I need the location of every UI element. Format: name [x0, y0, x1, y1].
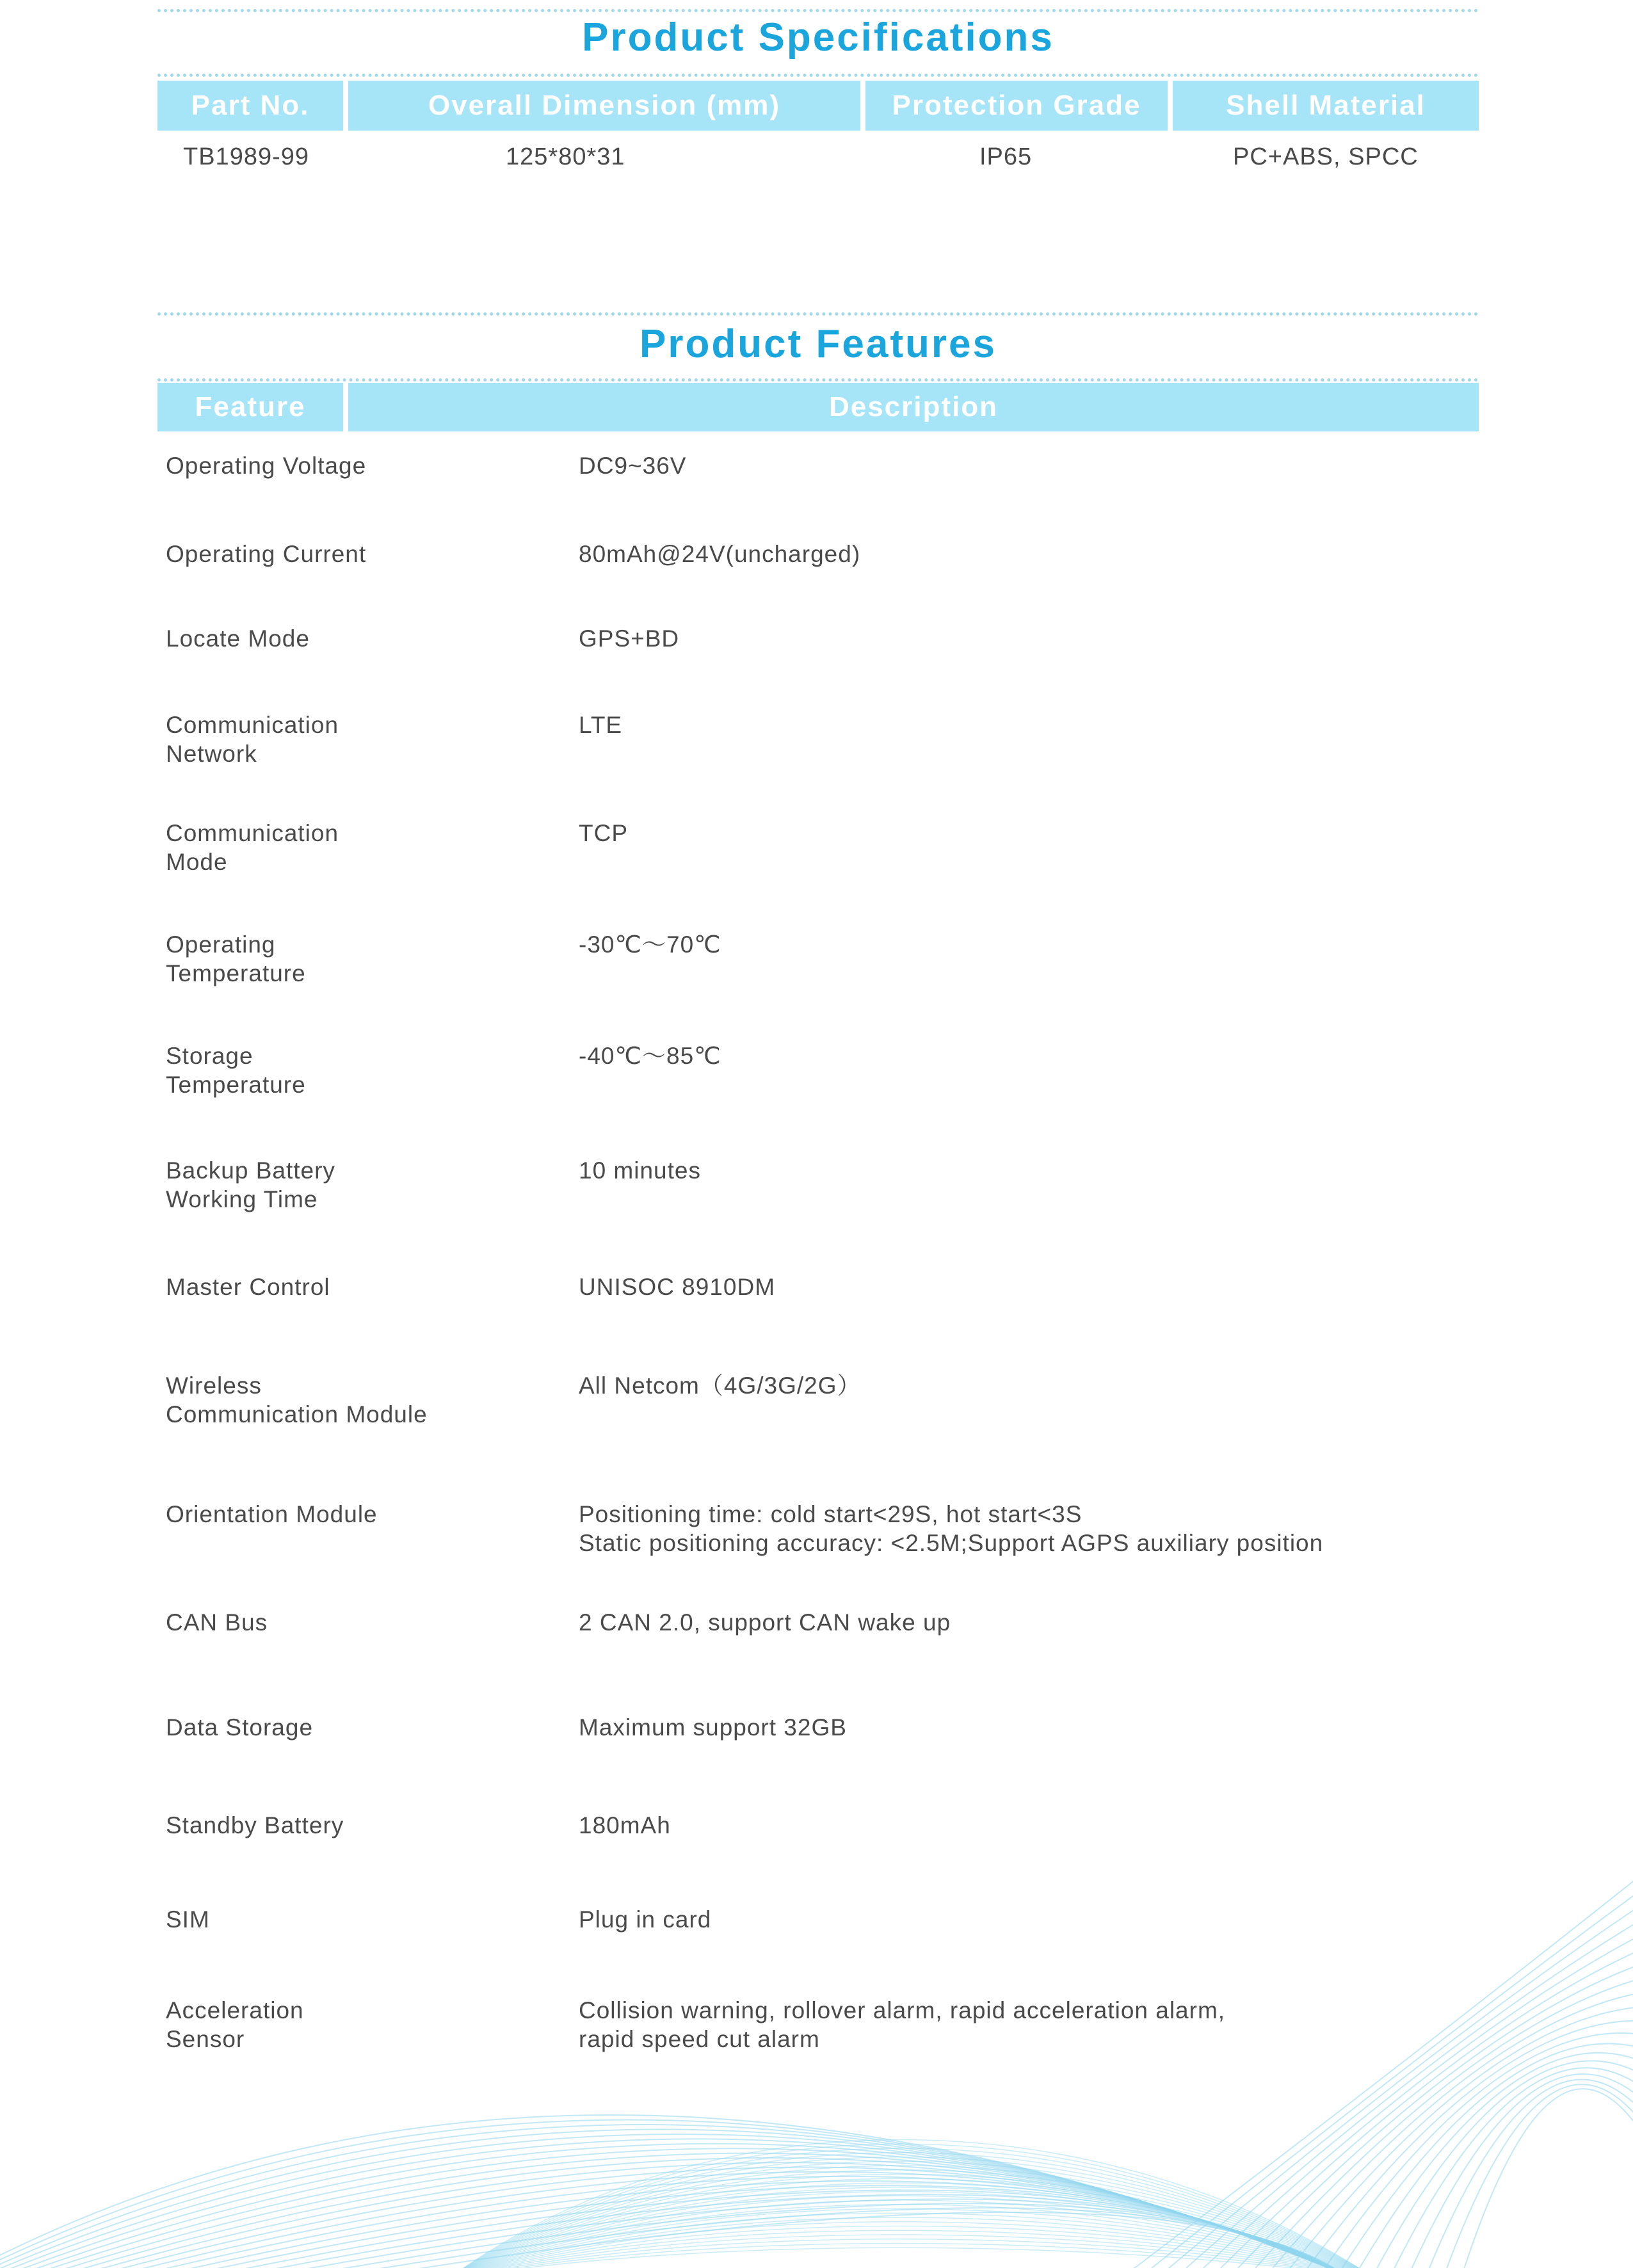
- wave-line: [1461, 2089, 1633, 2268]
- wave-line: [0, 2208, 1344, 2268]
- feature-description: [579, 451, 1475, 480]
- wave-line: [1407, 2074, 1633, 2268]
- spec-header-shell-material: Shell Material: [1173, 81, 1479, 131]
- wave-line: [1156, 1890, 1633, 2268]
- feature-name-line: Operating Current: [166, 541, 367, 567]
- wave-line: [448, 2213, 1376, 2268]
- feature-name-line: Working Time: [166, 1186, 318, 1212]
- wave-line: [448, 2148, 1376, 2268]
- wave-line: [1389, 2068, 1633, 2268]
- feature-description-line: Positioning time: cold start<29S, hot start<3S: [579, 1501, 1082, 1527]
- spec-value-shell-material: PC+ABS, SPCC: [1233, 143, 1419, 170]
- feature-description: [579, 1608, 1475, 1637]
- spec-header-protection-grade: Protection Grade: [865, 81, 1168, 131]
- feature-description: [579, 1905, 1475, 1934]
- wave-line: [1192, 1923, 1633, 2268]
- feature-name: [166, 1042, 524, 1099]
- wave-line: [448, 2144, 1376, 2268]
- wave-line: [448, 2209, 1376, 2268]
- features-bottom-dotted-divider: [157, 378, 1479, 382]
- wave-line: [1335, 2044, 1633, 2268]
- feature-description-line: Static positioning accuracy: <2.5M;Support AGPS auxiliary position: [579, 1530, 1324, 1556]
- feature-name-line: Acceleration: [166, 1997, 304, 2023]
- feature-name-line: Operating: [166, 931, 276, 958]
- wave-line: [0, 2129, 1344, 2268]
- feature-description-line: Collision warning, rollover alarm, rapid acceleration alarm,: [579, 1997, 1226, 2023]
- wave-line: [0, 2212, 1344, 2268]
- feature-name-line: Communication Module: [166, 1401, 428, 1428]
- feature-description-line: 2 CAN 2.0, support CAN wake up: [579, 1609, 951, 1636]
- features-header-row: [157, 383, 1479, 431]
- feature-name: [166, 1996, 524, 2054]
- wave-line: [448, 2196, 1376, 2268]
- wave-line: [448, 2226, 1376, 2268]
- wave-line: [448, 2161, 1376, 2268]
- wave-line: [448, 2187, 1376, 2268]
- feature-name: [166, 711, 524, 768]
- wave-line: [0, 2153, 1344, 2268]
- wave-line: [448, 2192, 1376, 2268]
- wave-line: [448, 2217, 1376, 2268]
- feature-name-line: Network: [166, 741, 257, 767]
- feature-description-line: UNISOC 8910DM: [579, 1274, 776, 1300]
- wave-line: [448, 2175, 1376, 2268]
- feature-name-line: Storage: [166, 1043, 253, 1069]
- feature-description: [579, 1811, 1475, 1840]
- feature-name-line: Data Storage: [166, 1714, 314, 1741]
- feature-name-line: Communication: [166, 820, 339, 846]
- feature-name: [166, 1713, 524, 1742]
- feature-description-line: GPS+BD: [579, 625, 680, 652]
- wave-line: [448, 2222, 1376, 2268]
- wave-line: [448, 2248, 1376, 2268]
- wave-line: [0, 2190, 1344, 2268]
- feature-description: [579, 1371, 1475, 1400]
- feature-name: [166, 930, 524, 988]
- feature-description-line: Maximum support 32GB: [579, 1714, 847, 1741]
- wave-line: [0, 2199, 1344, 2268]
- wave-line: [0, 2148, 1344, 2268]
- feature-description: [579, 711, 1475, 739]
- wave-line: [448, 2157, 1376, 2268]
- wave-line: [448, 2230, 1376, 2268]
- spec-value-protection-grade: IP65: [979, 143, 1033, 170]
- wave-line: [448, 2140, 1376, 2268]
- wave-line: [448, 2153, 1376, 2268]
- feature-description: [579, 1042, 1475, 1070]
- feature-description-line: -30℃～70℃: [579, 931, 721, 958]
- spec-header-dimension: Overall Dimension (mm): [348, 81, 860, 131]
- wave-line: [1174, 1906, 1633, 2268]
- spec-header-row: [157, 81, 1479, 131]
- wave-line: [448, 2166, 1376, 2268]
- feature-name-line: SIM: [166, 1906, 210, 1933]
- wave-line: [0, 2167, 1344, 2268]
- feature-name: [166, 1905, 524, 1934]
- feature-description-line: rapid speed cut alarm: [579, 2026, 820, 2052]
- feature-description: [579, 540, 1475, 568]
- feature-name-line: Mode: [166, 849, 228, 875]
- wave-line: [448, 2205, 1376, 2268]
- feature-description-line: LTE: [579, 712, 623, 738]
- wave-line: [1371, 2061, 1633, 2268]
- wave-line: [448, 2239, 1376, 2268]
- features-section-title: Product Features: [640, 322, 997, 366]
- feature-description-line: 10 minutes: [579, 1157, 701, 1184]
- features-header-feature: Feature: [157, 383, 343, 431]
- wave-line: [0, 2203, 1344, 2268]
- wave-line: [0, 2139, 1344, 2268]
- feature-description: [579, 1996, 1475, 2054]
- feature-name: [166, 1371, 524, 1429]
- spec-header-part-no: Part No.: [157, 81, 343, 131]
- features-top-dotted-divider: [157, 312, 1479, 316]
- wave-line: [1425, 2080, 1633, 2268]
- spec-value-part-no: TB1989-99: [183, 143, 310, 170]
- wave-line: [448, 2200, 1376, 2268]
- feature-name-line: Wireless: [166, 1372, 262, 1399]
- spec-value-dimension: 125*80*31: [506, 143, 625, 170]
- feature-description: [579, 930, 1475, 959]
- feature-name: [166, 624, 524, 653]
- feature-name-line: Temperature: [166, 960, 306, 986]
- feature-name-line: Locate Mode: [166, 625, 310, 652]
- feature-name: [166, 819, 524, 876]
- wave-line: [448, 2244, 1376, 2268]
- wave-line: [1299, 2021, 1633, 2268]
- feature-name: [166, 1156, 524, 1214]
- wave-line: [0, 2125, 1344, 2268]
- wave-line: [0, 2119, 1344, 2268]
- wave-line: [1210, 1940, 1633, 2268]
- wave-line: [0, 2172, 1344, 2268]
- feature-name-line: Communication: [166, 712, 339, 738]
- wave-line: [0, 2144, 1344, 2268]
- feature-name: [166, 1273, 524, 1301]
- wave-line: [1353, 2053, 1633, 2268]
- feature-description: [579, 1156, 1475, 1185]
- feature-description-line: 80mAh@24V(uncharged): [579, 541, 861, 567]
- feature-name: [166, 540, 524, 568]
- spec-top-dotted-divider: [157, 9, 1479, 12]
- feature-name-line: Orientation Module: [166, 1501, 378, 1527]
- feature-name-line: Master Control: [166, 1274, 330, 1300]
- feature-name: [166, 1500, 524, 1529]
- feature-name-line: Standby Battery: [166, 1812, 344, 1838]
- wave-line: [0, 2115, 1344, 2268]
- wave-line: [1317, 2033, 1633, 2268]
- spec-bottom-dotted-divider: [157, 74, 1479, 77]
- feature-description: [579, 1713, 1475, 1742]
- feature-name-line: CAN Bus: [166, 1609, 268, 1636]
- wave-line: [448, 2170, 1376, 2268]
- feature-description-line: 180mAh: [579, 1812, 671, 1838]
- wave-line: [0, 2185, 1344, 2268]
- feature-description-line: TCP: [579, 820, 628, 846]
- feature-description-line: -40℃～85℃: [579, 1043, 721, 1069]
- wave-line: [0, 2176, 1344, 2268]
- feature-description-line: DC9~36V: [579, 453, 687, 479]
- features-header-description: Description: [348, 383, 1479, 431]
- feature-description: [579, 624, 1475, 653]
- spec-section-title: Product Specifications: [582, 15, 1054, 60]
- wave-line: [0, 2194, 1344, 2268]
- wave-line: [448, 2183, 1376, 2268]
- wave-line: [448, 2235, 1376, 2268]
- feature-description: [579, 819, 1475, 848]
- wave-line: [0, 2162, 1344, 2268]
- feature-name: [166, 451, 524, 480]
- feature-name: [166, 1608, 524, 1637]
- feature-name-line: Temperature: [166, 1072, 306, 1098]
- feature-name-line: Backup Battery: [166, 1157, 335, 1184]
- feature-description-line: All Netcom（4G/3G/2G）: [579, 1372, 862, 1399]
- feature-description: [579, 1273, 1475, 1301]
- feature-name: [166, 1811, 524, 1840]
- wave-line: [0, 2181, 1344, 2268]
- wave-line: [0, 2134, 1344, 2268]
- wave-line: [1443, 2084, 1633, 2268]
- feature-description: [579, 1500, 1475, 1557]
- wave-line: [448, 2178, 1376, 2268]
- feature-name-line: Sensor: [166, 2026, 245, 2052]
- wave-line: [0, 2158, 1344, 2268]
- feature-description-line: Plug in card: [579, 1906, 712, 1933]
- feature-name-line: Operating Voltage: [166, 453, 367, 479]
